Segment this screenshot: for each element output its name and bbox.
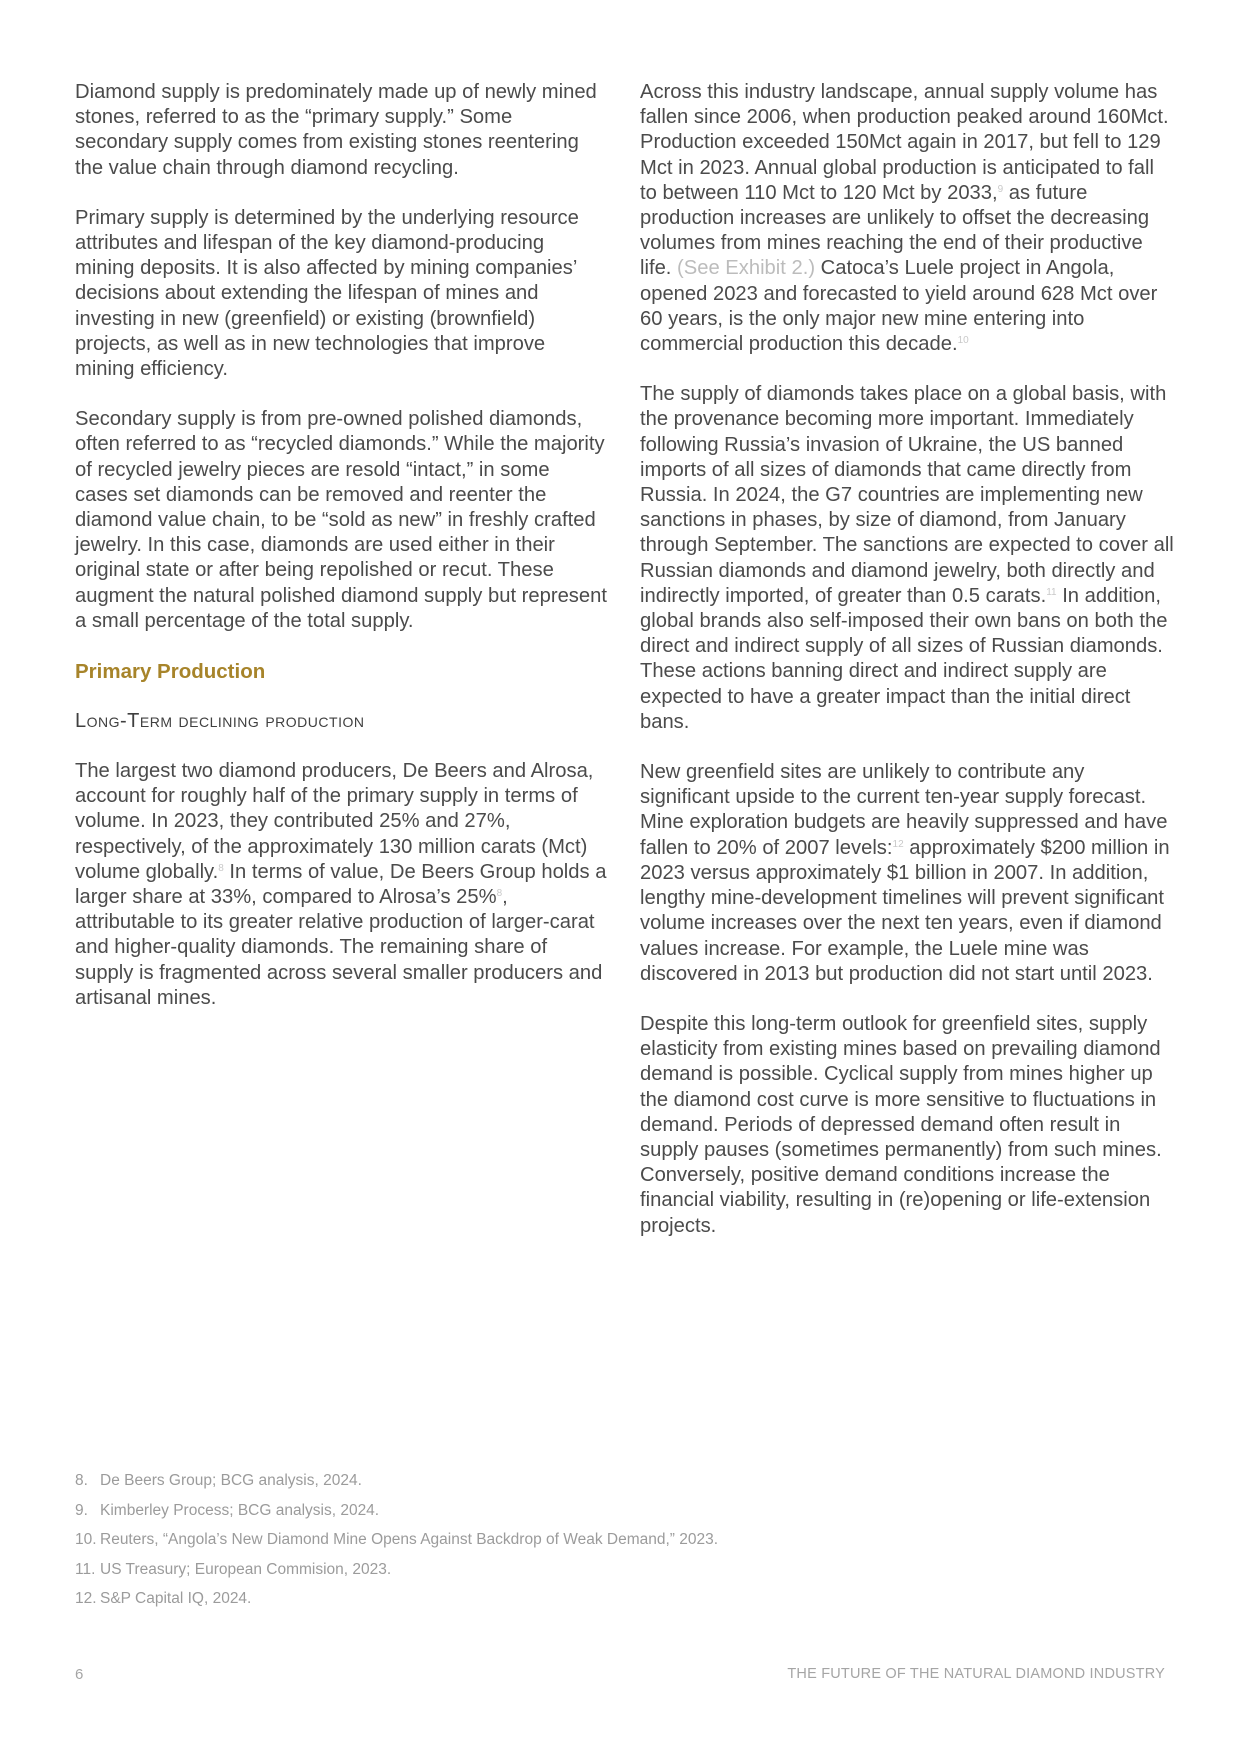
footnote-ref-11: 11 [1046, 586, 1057, 598]
paragraph-primary-supply-intro: Diamond supply is predominately made up of newly mined stones, referred to as the “primary supply.” Some secondary supply comes from existing stones reentering the value chain through diamond recycling. [75, 81, 597, 179]
paragraph-secondary-supply: Secondary supply is from pre-owned polished diamonds, often referred to as “recycled diamonds.” While the majority of recycled jewelry pieces are resold “intact,” in some cases set diamonds can be removed and reenter the diamond value chain, to be “sold as new” in freshly crafted jewelry. In this case, diamonds are used either in their original state or after being repolished or recut. These augment the natural polished diamond supply but represent a small percentage of the total supply. [75, 408, 607, 632]
footnote-number: 12. [75, 1590, 97, 1607]
footnote-number: 11. [75, 1560, 96, 1578]
footnote-item [75, 1466, 1175, 1496]
subsection-title-declining-production: Long-Term declining production [75, 710, 365, 733]
section-title-primary-production: Primary Production [75, 660, 266, 684]
footnote-ref-8: 8 [218, 862, 224, 874]
footnote-text: Reuters, “Angola’s New Diamond Mine Opens Against Backdrop of Weak Demand,” 2023. [100, 1531, 719, 1548]
running-title: THE FUTURE OF THE NATURAL DIAMOND INDUSTRY [787, 1666, 1165, 1682]
footnote-text: Kimberley Process; BCG analysis, 2024. [100, 1501, 380, 1519]
text-segment: In terms of value, De Beers Group holds a larger share at 33%, compared to Alrosa’s 25% [75, 860, 607, 909]
footnote-ref-10: 10 [957, 335, 969, 347]
footnote-text: S&P Capital IQ, 2024. [100, 1590, 252, 1607]
text-segment: , attributable to its greater relative production of larger-carat and higher-quality diamonds. The remaining share of supply is fragmented across several smaller producers and artisanal mines. [75, 886, 603, 1009]
footnotes [75, 1466, 1175, 1614]
paragraph-supply-volume-decline [640, 80, 1174, 357]
text-segment: In addition, global brands also self-imposed their own bans on both the direct and indirect supply of all sizes of Russian diamonds. These actions banning direct and indirect supply are expected to have a greater impact than the initial direct bans. [640, 584, 1168, 733]
footnote-ref-9: 9 [997, 183, 1004, 195]
right-column [640, 80, 1174, 1264]
paragraph-global-supply-provenance [640, 382, 1174, 735]
text-segment: The supply of diamonds takes place on a global basis, with the provenance becoming more important. Immediately following Russia’s invasion of Ukraine, the US banned imports of all sizes of diamonds that came directly from Russia. In 2024, the G7 countries are implementing new sanctions in phases, by size of diamond, from January through September. The sanctions are expected to cover all Russian diamonds and diamond jewelry, both directly and indirectly imported, of greater than 0.5 carats. [640, 383, 1174, 607]
footnote-text: US Treasury; European Commision, 2023. [100, 1560, 392, 1578]
footnote-ref-12: 12 [892, 838, 904, 850]
text-segment: The largest two diamond producers, De Beers and Alrosa, account for roughly half of the primary supply in terms of volume. In 2023, they contributed 25% and 27%, respectively, of the approximately 130 million carats (Mct) volume globally. [75, 760, 594, 883]
exhibit-reference-link[interactable]: (See Exhibit 2.) [677, 257, 816, 280]
left-column [75, 80, 607, 1036]
paragraph-largest-producers [75, 759, 607, 1011]
footnote-number: 8. [75, 1472, 88, 1489]
footnote-item [75, 1555, 1175, 1585]
footnote-number: 10. [75, 1531, 97, 1548]
footnote-ref-8: 8 [496, 888, 503, 900]
page-number: 6 [75, 1666, 84, 1683]
footnote-text: De Beers Group; BCG analysis, 2024. [100, 1472, 362, 1489]
text-segment: Across this industry landscape, annual supply volume has fallen since 2006, when production peaked around 160Mct. Production exceeded 150Mct again in 2017, but fell to 129 Mct in 2023. Annual global production is anticipated to fall to between 110 Mct to 120 Mct by 2033, [640, 81, 1169, 204]
text-segment: New greenfield sites are unlikely to contribute any significant upside to the current ten-year supply forecast. Mine exploration budgets are heavily suppressed and have fallen to 20% of 2007 levels: [640, 761, 1168, 859]
paragraph-supply-elasticity: Despite this long-term outlook for greenfield sites, supply elasticity from existing mines based on prevailing diamond demand is possible. Cyclical supply from mines higher up the diamond cost curve is more sensitive to fluctuations in demand. Periods of depressed demand often result in supply pauses (sometimes permanently) from such mines. Conversely, positive demand conditions increase the financial viability, resulting in (re)opening or life-extension projects. [640, 1012, 1162, 1237]
footnote-item [75, 1584, 1175, 1614]
footnote-number: 9. [75, 1501, 88, 1519]
text-segment: Catoca’s Luele project in Angola, opened 2023 and forecasted to yield around 628 Mct over 60 years, is the only major new mine entering into commercial production this decade. [640, 257, 1158, 356]
footnote-item [75, 1496, 1175, 1526]
text-segment: approximately $200 million in 2023 versus approximately $1 billion in 2007. In addition, lengthy mine-development timelines will prevent significant volume increases over the next ten years, even if diamond values increase. For example, the Luele mine was discovered in 2013 but production did not start until 2023. [640, 836, 1170, 985]
paragraph-primary-supply-determinants: Primary supply is determined by the underlying resource attributes and lifespan of the key diamond-producing mining deposits. It is also affected by mining companies’ decisions about extending the lifespan of mines and investing in new (greenfield) or existing (brownfield) projects, as well as in new technologies that improve mining efficiency. [75, 206, 579, 381]
paragraph-greenfield-sites [640, 760, 1174, 987]
footnote-item [75, 1525, 1175, 1555]
text-segment: as future production increases are unlikely to offset the decreasing volumes from mines reaching the end of their productive life. [640, 181, 1150, 280]
